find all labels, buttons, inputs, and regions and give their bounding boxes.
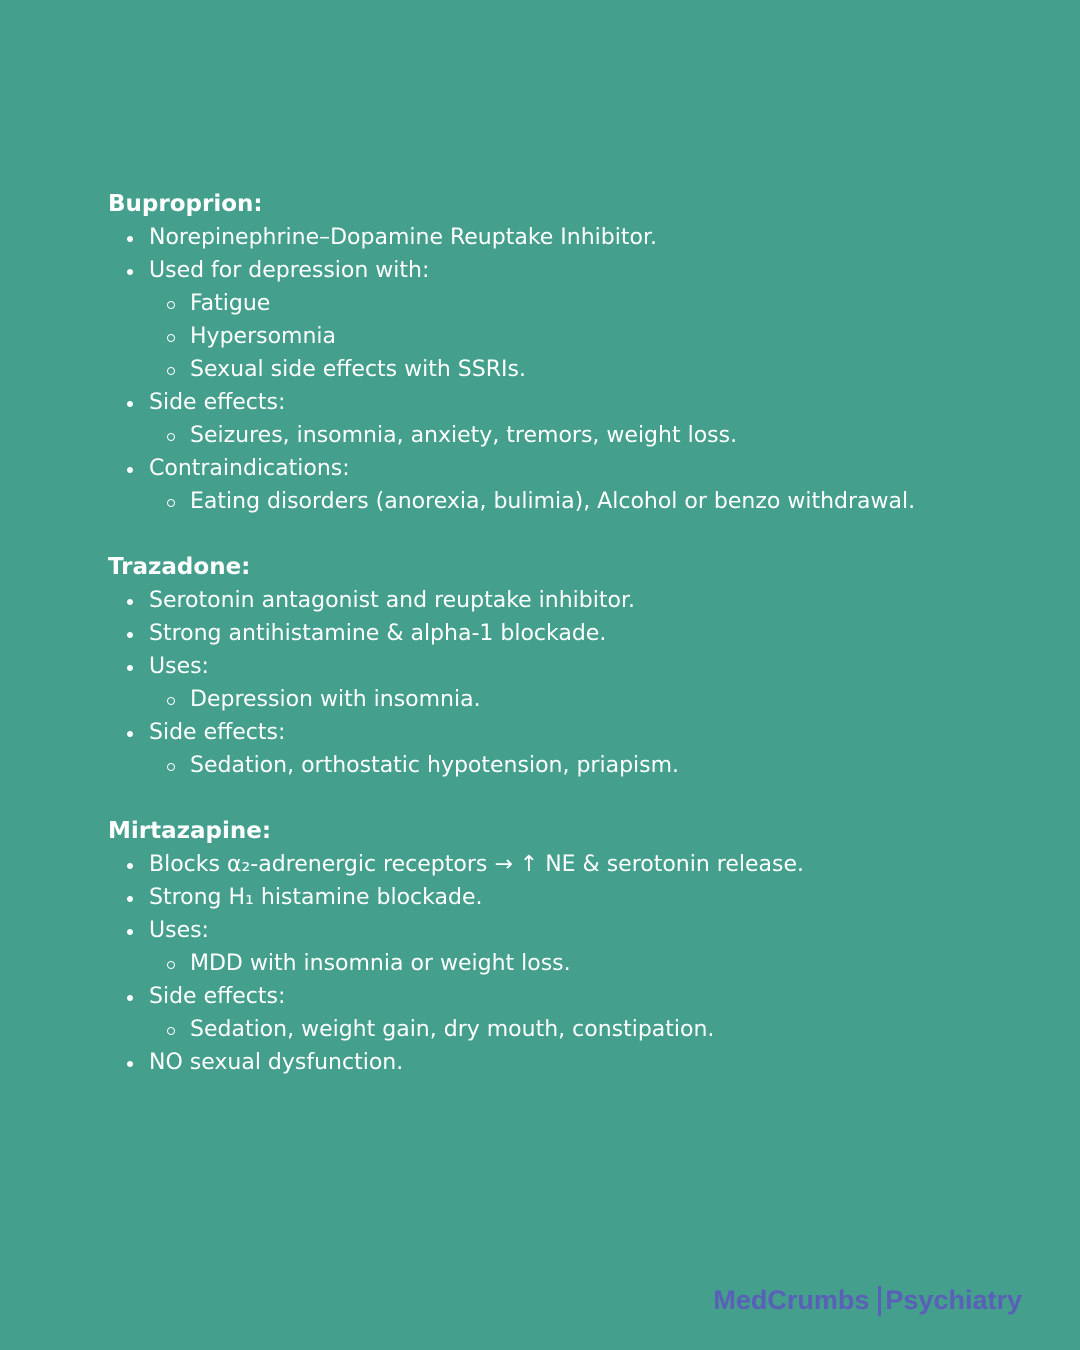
sub-list-item: Depression with insomnia. — [108, 683, 1028, 716]
list-item: Serotonin antagonist and reuptake inhibitor. — [108, 584, 1028, 617]
list-item: Side effects: — [108, 386, 1028, 419]
brand-divider — [878, 1286, 881, 1316]
list-item: Side effects: — [108, 980, 1028, 1013]
list-item: Uses: — [108, 914, 1028, 947]
section-trazodone — [108, 551, 1028, 782]
section-title: Mirtazapine: — [108, 818, 272, 844]
list-item: Norepinephrine–Dopamine Reuptake Inhibitor. — [108, 221, 1028, 254]
section-title: Buproprion: — [108, 191, 263, 217]
sub-list-item: Sedation, orthostatic hypotension, priapism. — [108, 749, 1028, 782]
brand-name: MedCrumbs — [713, 1285, 870, 1315]
brand-topic: Psychiatry — [885, 1285, 1022, 1315]
section-mirtazapine — [108, 815, 1028, 1079]
sub-list-item: Sexual side effects with SSRIs. — [108, 353, 1028, 386]
list-item: NO sexual dysfunction. — [108, 1046, 1028, 1079]
list-item: Side effects: — [108, 716, 1028, 749]
list-item: Uses: — [108, 650, 1028, 683]
sub-list-item: MDD with insomnia or weight loss. — [108, 947, 1028, 980]
list-item: Strong H₁ histamine blockade. — [108, 881, 1028, 914]
brand-logo — [713, 1285, 1022, 1316]
list-item: Blocks α₂-adrenergic receptors → ↑ NE & serotonin release. — [108, 848, 1028, 881]
sub-list-item: Eating disorders (anorexia, bulimia), Alcohol or benzo withdrawal. — [108, 485, 1028, 518]
sub-list-item: Hypersomnia — [108, 320, 1028, 353]
sub-list-item: Sedation, weight gain, dry mouth, constipation. — [108, 1013, 1028, 1046]
list-item: Used for depression with: — [108, 254, 1028, 287]
list-item: Contraindications: — [108, 452, 1028, 485]
notes-content — [108, 188, 1028, 1112]
list-item: Strong antihistamine & alpha-1 blockade. — [108, 617, 1028, 650]
section-title: Trazadone: — [108, 554, 251, 580]
section-bupropion — [108, 188, 1028, 518]
sub-list-item: Seizures, insomnia, anxiety, tremors, weight loss. — [108, 419, 1028, 452]
sub-list-item: Fatigue — [108, 287, 1028, 320]
